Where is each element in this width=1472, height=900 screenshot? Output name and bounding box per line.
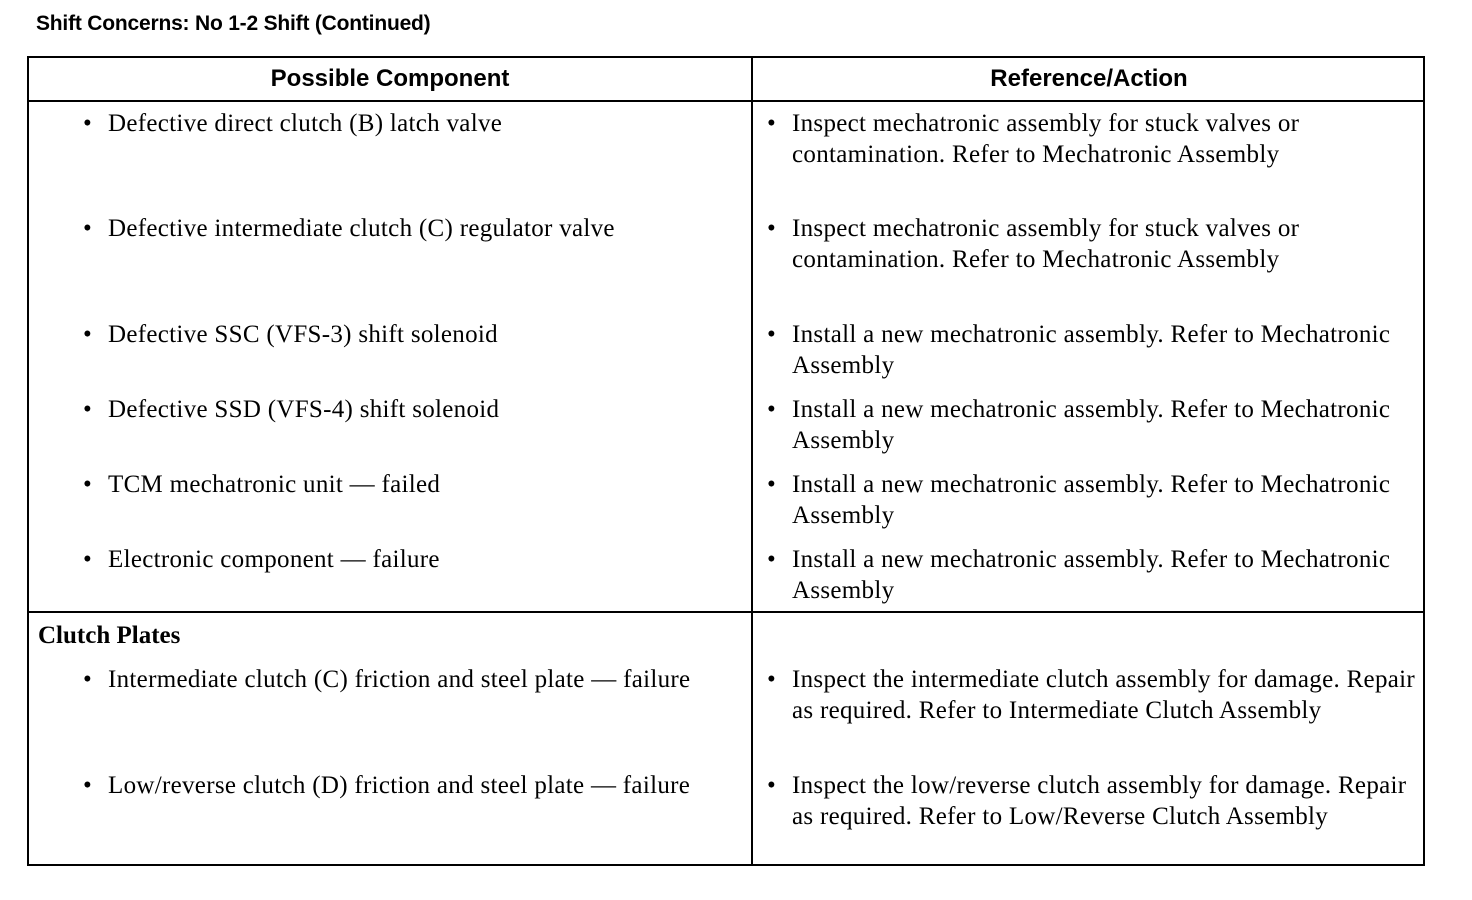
bullet: • xyxy=(83,215,93,242)
action-text: Install a new mechatronic assembly. Refer to Mechatronic Assembly xyxy=(792,471,1391,529)
header-reference-action: Reference/Action xyxy=(990,65,1188,92)
header-possible-component: Possible Component xyxy=(270,65,510,92)
action-text: Inspect mechatronic assembly for stuck valves or contamination. Refer to Mechatronic Assembly xyxy=(792,110,1300,168)
header-divider xyxy=(29,100,1423,102)
bullet: • xyxy=(767,471,777,498)
component-text: Defective intermediate clutch (C) regulator valve xyxy=(108,215,615,242)
bullet: • xyxy=(767,396,777,423)
component-text: Defective SSC (VFS-3) shift solenoid xyxy=(108,321,498,348)
bullet: • xyxy=(83,110,93,137)
bullet: • xyxy=(83,772,93,799)
component-text: Intermediate clutch (C) friction and steel plate — failure xyxy=(108,666,691,693)
bullet: • xyxy=(83,321,93,348)
bullet: • xyxy=(767,546,777,573)
action-text: Install a new mechatronic assembly. Refer to Mechatronic Assembly xyxy=(792,321,1391,379)
component-text: Defective direct clutch (B) latch valve xyxy=(108,110,503,137)
bullet: • xyxy=(767,666,777,693)
component-text: Defective SSD (VFS-4) shift solenoid xyxy=(108,396,500,423)
bullet: • xyxy=(83,546,93,573)
action-text: Install a new mechatronic assembly. Refer to Mechatronic Assembly xyxy=(792,546,1391,604)
page-title: Shift Concerns: No 1-2 Shift (Continued) xyxy=(36,12,431,35)
action-text: Inspect the low/reverse clutch assembly for damage. Repair as required. Refer to Low/Reverse Clutch Assembly xyxy=(792,772,1407,830)
component-text: TCM mechatronic unit — failed xyxy=(108,471,441,498)
bullet: • xyxy=(83,396,93,423)
bullet: • xyxy=(767,110,777,137)
column-divider xyxy=(751,58,753,864)
bullet: • xyxy=(767,215,777,242)
section-divider xyxy=(29,611,1423,613)
concerns-table xyxy=(27,56,1425,866)
bullet: • xyxy=(83,471,93,498)
action-text: Install a new mechatronic assembly. Refer to Mechatronic Assembly xyxy=(792,396,1391,454)
component-text: Electronic component — failure xyxy=(108,546,440,573)
bullet: • xyxy=(767,772,777,799)
bullet: • xyxy=(83,666,93,693)
bullet: • xyxy=(767,321,777,348)
action-text: Inspect mechatronic assembly for stuck valves or contamination. Refer to Mechatronic Assembly xyxy=(792,215,1300,273)
component-text: Low/reverse clutch (D) friction and steel plate — failure xyxy=(108,772,691,799)
action-text: Inspect the intermediate clutch assembly for damage. Repair as required. Refer to Intermediate Clutch Assembly xyxy=(792,666,1416,724)
section-title-clutch-plates: Clutch Plates xyxy=(38,622,181,649)
